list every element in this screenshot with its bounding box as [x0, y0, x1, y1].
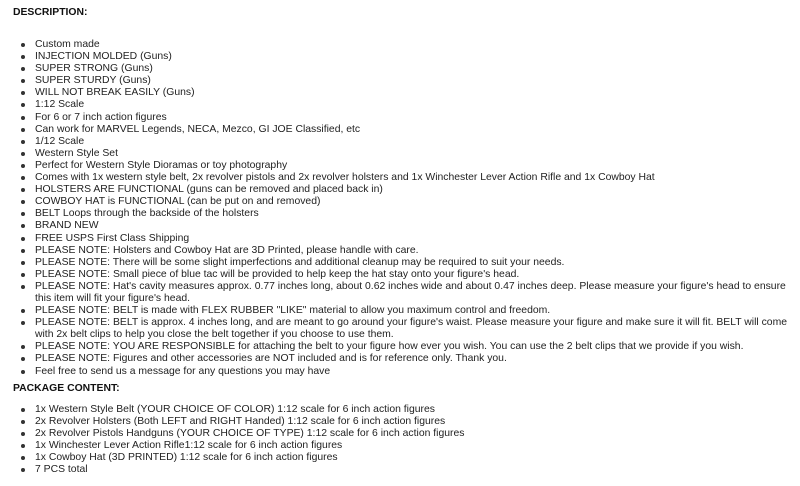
description-item-text: 1:12 Scale: [35, 99, 85, 111]
bullet-icon: [21, 456, 25, 460]
bullet-icon: [21, 67, 25, 71]
description-item: [35, 233, 790, 245]
bullet-icon: [21, 116, 25, 120]
package-content-heading: PACKAGE CONTENT:: [13, 382, 120, 394]
description-item-text: WILL NOT BREAK EASILY (Guns): [35, 87, 195, 99]
description-item: [35, 196, 790, 208]
package-item-text: 1x Winchester Lever Action Rifle1:12 scale for 6 inch action figures: [35, 439, 343, 451]
description-item: [35, 75, 790, 87]
package-item: [35, 464, 790, 476]
package-item: [35, 404, 790, 416]
description-item: [35, 124, 790, 136]
package-item-text: 1x Cowboy Hat (3D PRINTED) 1:12 scale for 6 inch action figures: [35, 452, 338, 463]
bullet-icon: [21, 273, 25, 277]
description-item-text: SUPER STURDY (Guns): [35, 75, 151, 87]
description-item-text: Western Style Set: [35, 147, 118, 159]
package-item: [35, 428, 790, 440]
package-item: [35, 440, 790, 452]
bullet-icon: [21, 285, 25, 289]
package-item-text: 2x Revolver Pistols Handguns (YOUR CHOICE OF TYPE) 1:12 scale for 6 inch action figures: [35, 427, 465, 439]
description-item: [35, 136, 790, 148]
bullet-icon: [21, 140, 25, 144]
description-item-text: PLEASE NOTE: There will be some slight imperfections and additional cleanup may be required to suit your needs.: [35, 256, 565, 268]
description-item-text: PLEASE NOTE: Small piece of blue tac will be provided to help keep the hat stay onto your figure's head.: [35, 268, 520, 280]
description-item-text: PLEASE NOTE: YOU ARE RESPONSIBLE for attaching the belt to your figure how ever you wish. You can use the 2 belt clips that we provide if you wish.: [35, 341, 744, 353]
description-item-text: BRAND NEW: [35, 220, 99, 232]
bullet-icon: [21, 164, 25, 168]
description-item: [35, 341, 790, 353]
description-item: [35, 148, 790, 160]
description-item: [35, 317, 790, 341]
description-item: [35, 39, 790, 51]
description-item: [35, 184, 790, 196]
description-item-text: Comes with 1x western style belt, 2x revolver pistols and 2x revolver holsters and 1x Winchester Lever Action Rifle and 1x Cowboy Hat: [35, 172, 655, 184]
description-item: [35, 172, 790, 184]
description-item-text: Feel free to send us a message for any questions you may have: [35, 365, 331, 377]
description-item: [35, 51, 790, 63]
description-item-text: PLEASE NOTE: Holsters and Cowboy Hat are 3D Printed, please handle with care.: [35, 244, 419, 256]
package-item-text: 2x Revolver Holsters (Both LEFT and RIGHT Handed) 1:12 scale for 6 inch action figures: [35, 415, 446, 427]
bullet-icon: [21, 408, 25, 412]
bullet-icon: [21, 91, 25, 95]
bullet-icon: [21, 321, 25, 325]
bullet-icon: [21, 103, 25, 107]
description-item-text: FREE USPS First Class Shipping: [35, 232, 190, 244]
bullet-icon: [21, 224, 25, 228]
description-item: [35, 305, 790, 317]
package-item: [35, 416, 790, 428]
description-item: [35, 112, 790, 124]
bullet-icon: [21, 200, 25, 204]
description-item: [35, 366, 790, 378]
bullet-icon: [21, 309, 25, 313]
bullet-icon: [21, 43, 25, 47]
description-item: [35, 257, 790, 269]
bullet-icon: [21, 468, 25, 472]
bullet-icon: [21, 261, 25, 265]
description-item: [35, 269, 790, 281]
description-item-text: PLEASE NOTE: BELT is made with FLEX RUBBER "LIKE" material to allow you maximum control and freedom.: [35, 305, 551, 317]
description-heading: DESCRIPTION:: [13, 7, 88, 18]
bullet-icon: [21, 249, 25, 253]
bullet-icon: [21, 444, 25, 448]
description-item: [35, 281, 790, 305]
description-item: [35, 63, 790, 75]
bullet-icon: [21, 237, 25, 241]
bullet-icon: [21, 176, 25, 180]
description-item: [35, 87, 790, 99]
description-item-text: PLEASE NOTE: BELT is approx. 4 inches long, and are meant to go around your figure's waist. Please measure your figure and make sure it will fit. BELT will come with 2x belt clips to help you close the belt together if you choose to use them.: [35, 317, 788, 341]
description-item-text: SUPER STRONG (Guns): [35, 63, 153, 75]
description-item-text: Perfect for Western Style Dioramas or toy photography: [35, 159, 288, 171]
bullet-icon: [21, 432, 25, 436]
description-item-text: Can work for MARVEL Legends, NECA, Mezco, GI JOE Classified, etc: [35, 123, 361, 135]
bullet-icon: [21, 188, 25, 192]
bullet-icon: [21, 152, 25, 156]
description-item-text: COWBOY HAT is FUNCTIONAL (can be put on and removed): [35, 196, 321, 208]
package-item-text: 7 PCS total: [35, 464, 88, 476]
description-item-text: BELT Loops through the backside of the holsters: [35, 208, 259, 220]
description-item-text: HOLSTERS ARE FUNCTIONAL (guns can be removed and placed back in): [35, 184, 383, 196]
package-content-list: [13, 404, 790, 477]
description-item-text: INJECTION MOLDED (Guns): [35, 51, 172, 63]
description-item: [35, 160, 790, 172]
description-item-text: For 6 or 7 inch action figures: [35, 111, 167, 123]
bullet-icon: [21, 79, 25, 83]
bullet-icon: [21, 357, 25, 361]
bullet-icon: [21, 212, 25, 216]
description-item: [35, 220, 790, 232]
description-item: [35, 245, 790, 257]
description-item-text: PLEASE NOTE: Figures and other accessories are NOT included and is for reference only. Thank you.: [35, 353, 507, 365]
bullet-icon: [21, 370, 25, 374]
package-item: [35, 452, 790, 464]
description-item: [35, 208, 790, 220]
description-item: [35, 99, 790, 111]
description-item-text: PLEASE NOTE: Hat's cavity measures approx. 0.77 inches long, about 0.62 inches wide and about 0.47 inches deep. Please measure your figure's head to ensure this item will fit your figure's head.: [35, 280, 786, 304]
description-list: [13, 39, 790, 378]
bullet-icon: [21, 128, 25, 132]
bullet-icon: [21, 420, 25, 424]
bullet-icon: [21, 55, 25, 59]
package-item-text: 1x Western Style Belt (YOUR CHOICE OF COLOR) 1:12 scale for 6 inch action figures: [35, 403, 435, 415]
description-item: [35, 353, 790, 365]
description-item-text: 1/12 Scale: [35, 135, 85, 147]
bullet-icon: [21, 345, 25, 349]
description-item-text: Custom made: [35, 39, 100, 50]
